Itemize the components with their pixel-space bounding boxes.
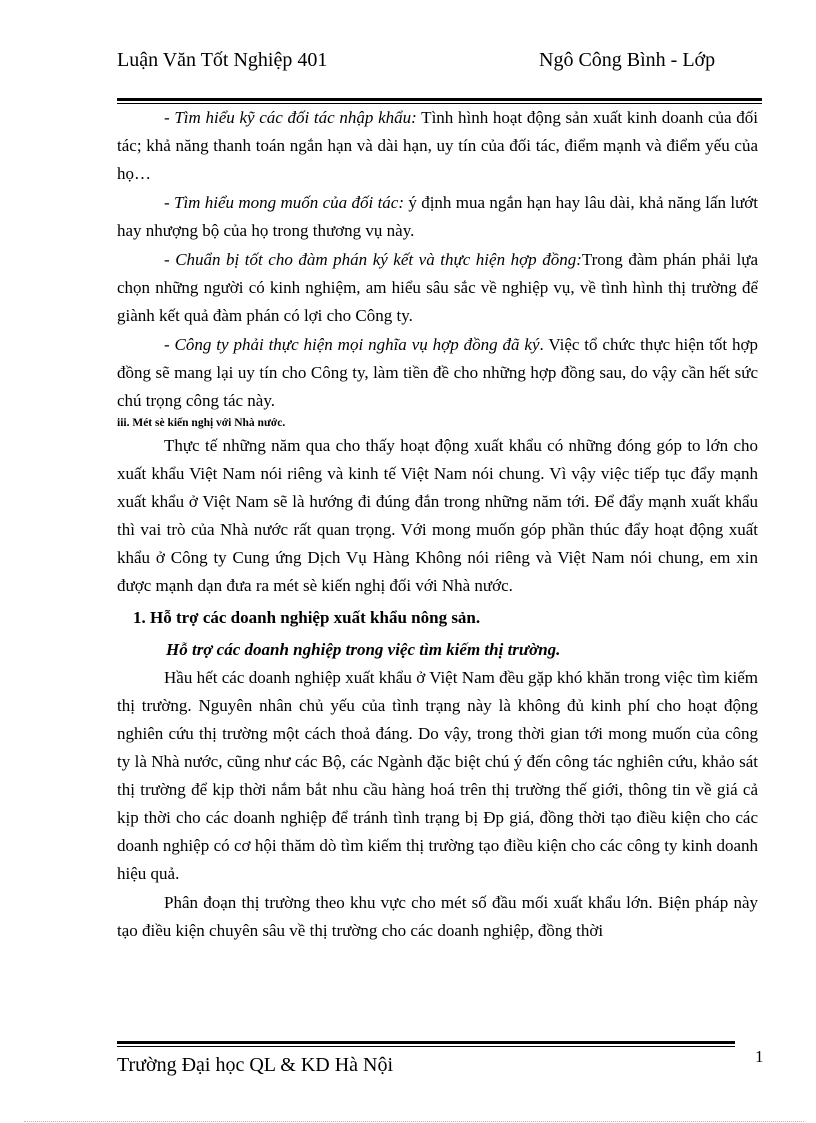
subheading-tim-kiem-thi-truong: Hỗ trợ các doanh nghiệp trong việc tìm kiếm thị trường. [166,640,561,659]
page-edge [24,1121,804,1122]
heading-1: 1. Hỗ trợ các doanh nghiệp xuất khẩu nông sản. [133,608,481,627]
header-rule-thick [117,98,762,101]
document-body [117,104,758,945]
lead-italic: - Chuẩn bị tốt cho đàm phán ký kết và thực hiện hợp đồng: [164,250,582,269]
paragraph-text: ý định mua ngắn hạn hay lâu dài, khả năng lấn lướt hay nhượng bộ của họ trong thương vụ này. [117,193,758,240]
header-author: Ngô Công Bình - Lớp [539,49,716,71]
paragraph-mong-muon [117,189,758,245]
paragraph-text: . Việc tổ chức thực hiện tốt hợp đồng sẽ mang lại uy tín cho Công ty, làm tiền đề cho những hợp đồng sau, do vậy cần hết sức chú trọng công tác này. [117,335,759,410]
paragraph-text: Trong đàm phán phải lựa chọn những người có kinh nghiệm, am hiểu sâu sắc về nghiệp vụ, về tình hình thị trường để giành kết quả đàm phán có lợi cho Công ty. [117,250,758,325]
paragraph-text: Tình hình hoạt động sản xuất kinh doanh của đối tác; khả năng thanh toán ngắn hạn và dài hạn, uy tín của đối tác, điểm mạnh và điểm yếu của họ… [117,108,759,183]
lead-italic: - Công ty phải thực hiện mọi nghĩa vụ hợp đồng đã ký [164,335,540,354]
paragraph-thuc-te: Thực tế những năm qua cho thấy hoạt động xuất khẩu có những đóng góp to lớn cho xuất khẩu Việt Nam nói riêng và kinh tế Việt Nam nói chung. Vì vậy việc tiếp tục đẩy mạnh xuất khẩu ở Việt Nam sẽ là hướng đi đúng đắn trong những năm tới. Để đẩy mạnh xuất khẩu thì vai trò của Nhà nước rất quan trọng. Với mong muốn góp phần thúc đẩy hoạt động xuất khẩu ở Công ty Cung ứng Dịch Vụ Hàng Không nói riêng và Việt Nam nói chung, em xin được mạnh dạn đưa ra mét sè kiến nghị đối với Nhà nước. [117,436,758,595]
paragraph-doi-tac-nhap-khau [117,104,758,188]
lead-italic: - Tìm hiểu mong muốn của đối tác: [164,193,405,212]
lead-italic: - Tìm hiểu kỹ các đối tác nhập khẩu: [164,108,417,127]
page-number: 1 [755,1047,764,1066]
page-header [117,48,762,96]
paragraph-hau-het: Hầu hết các doanh nghiệp xuất khẩu ở Việt Nam đều gặp khó khăn trong việc tìm kiếm thị trường. Nguyên nhân chủ yếu của tình trạng này là không đủ kinh phí cho hoạt động nghiên cứu thị trường một cách thoả đáng. Do vậy, trong thời gian tới mong muốn của công ty là Nhà nước, cũng như các Bộ, các Ngành đặc biệt chú ý đến công tác nghiên cứu, khảo sát thị trường để kịp thời nắm bắt nhu cầu hàng hoá trên thị trường thế giới, thông tin về giá cả kịp thời cho các doanh nghiệp để tránh tình trạng bị Ðp giá, đồng thời tạo điều kiện cho các doanh nghiệp có cơ hội thăm dò tìm kiếm thị trường tạo điều kiện cho các công ty kinh doanh hiệu quả. [117,668,758,883]
paragraph-dam-phan [117,246,758,330]
paragraph-nghia-vu [117,331,758,415]
footer-rule-thick [117,1041,735,1044]
section-heading-iii: iii. Mét sè kiến nghị với Nhà nước. [117,417,286,429]
footer-school: Trường Đại học QL & KD Hà Nội [117,1054,394,1076]
paragraph-phan-doan: Phân đoạn thị trường theo khu vực cho mét số đầu mối xuất khẩu lớn. Biện pháp này tạo điều kiện chuyên sâu về thị trường cho các doanh nghiệp, đồng thời [117,893,758,940]
header-thesis-title: Luận Văn Tốt Nghiệp 401 [117,49,328,71]
footer-rule-thin [117,1046,735,1047]
